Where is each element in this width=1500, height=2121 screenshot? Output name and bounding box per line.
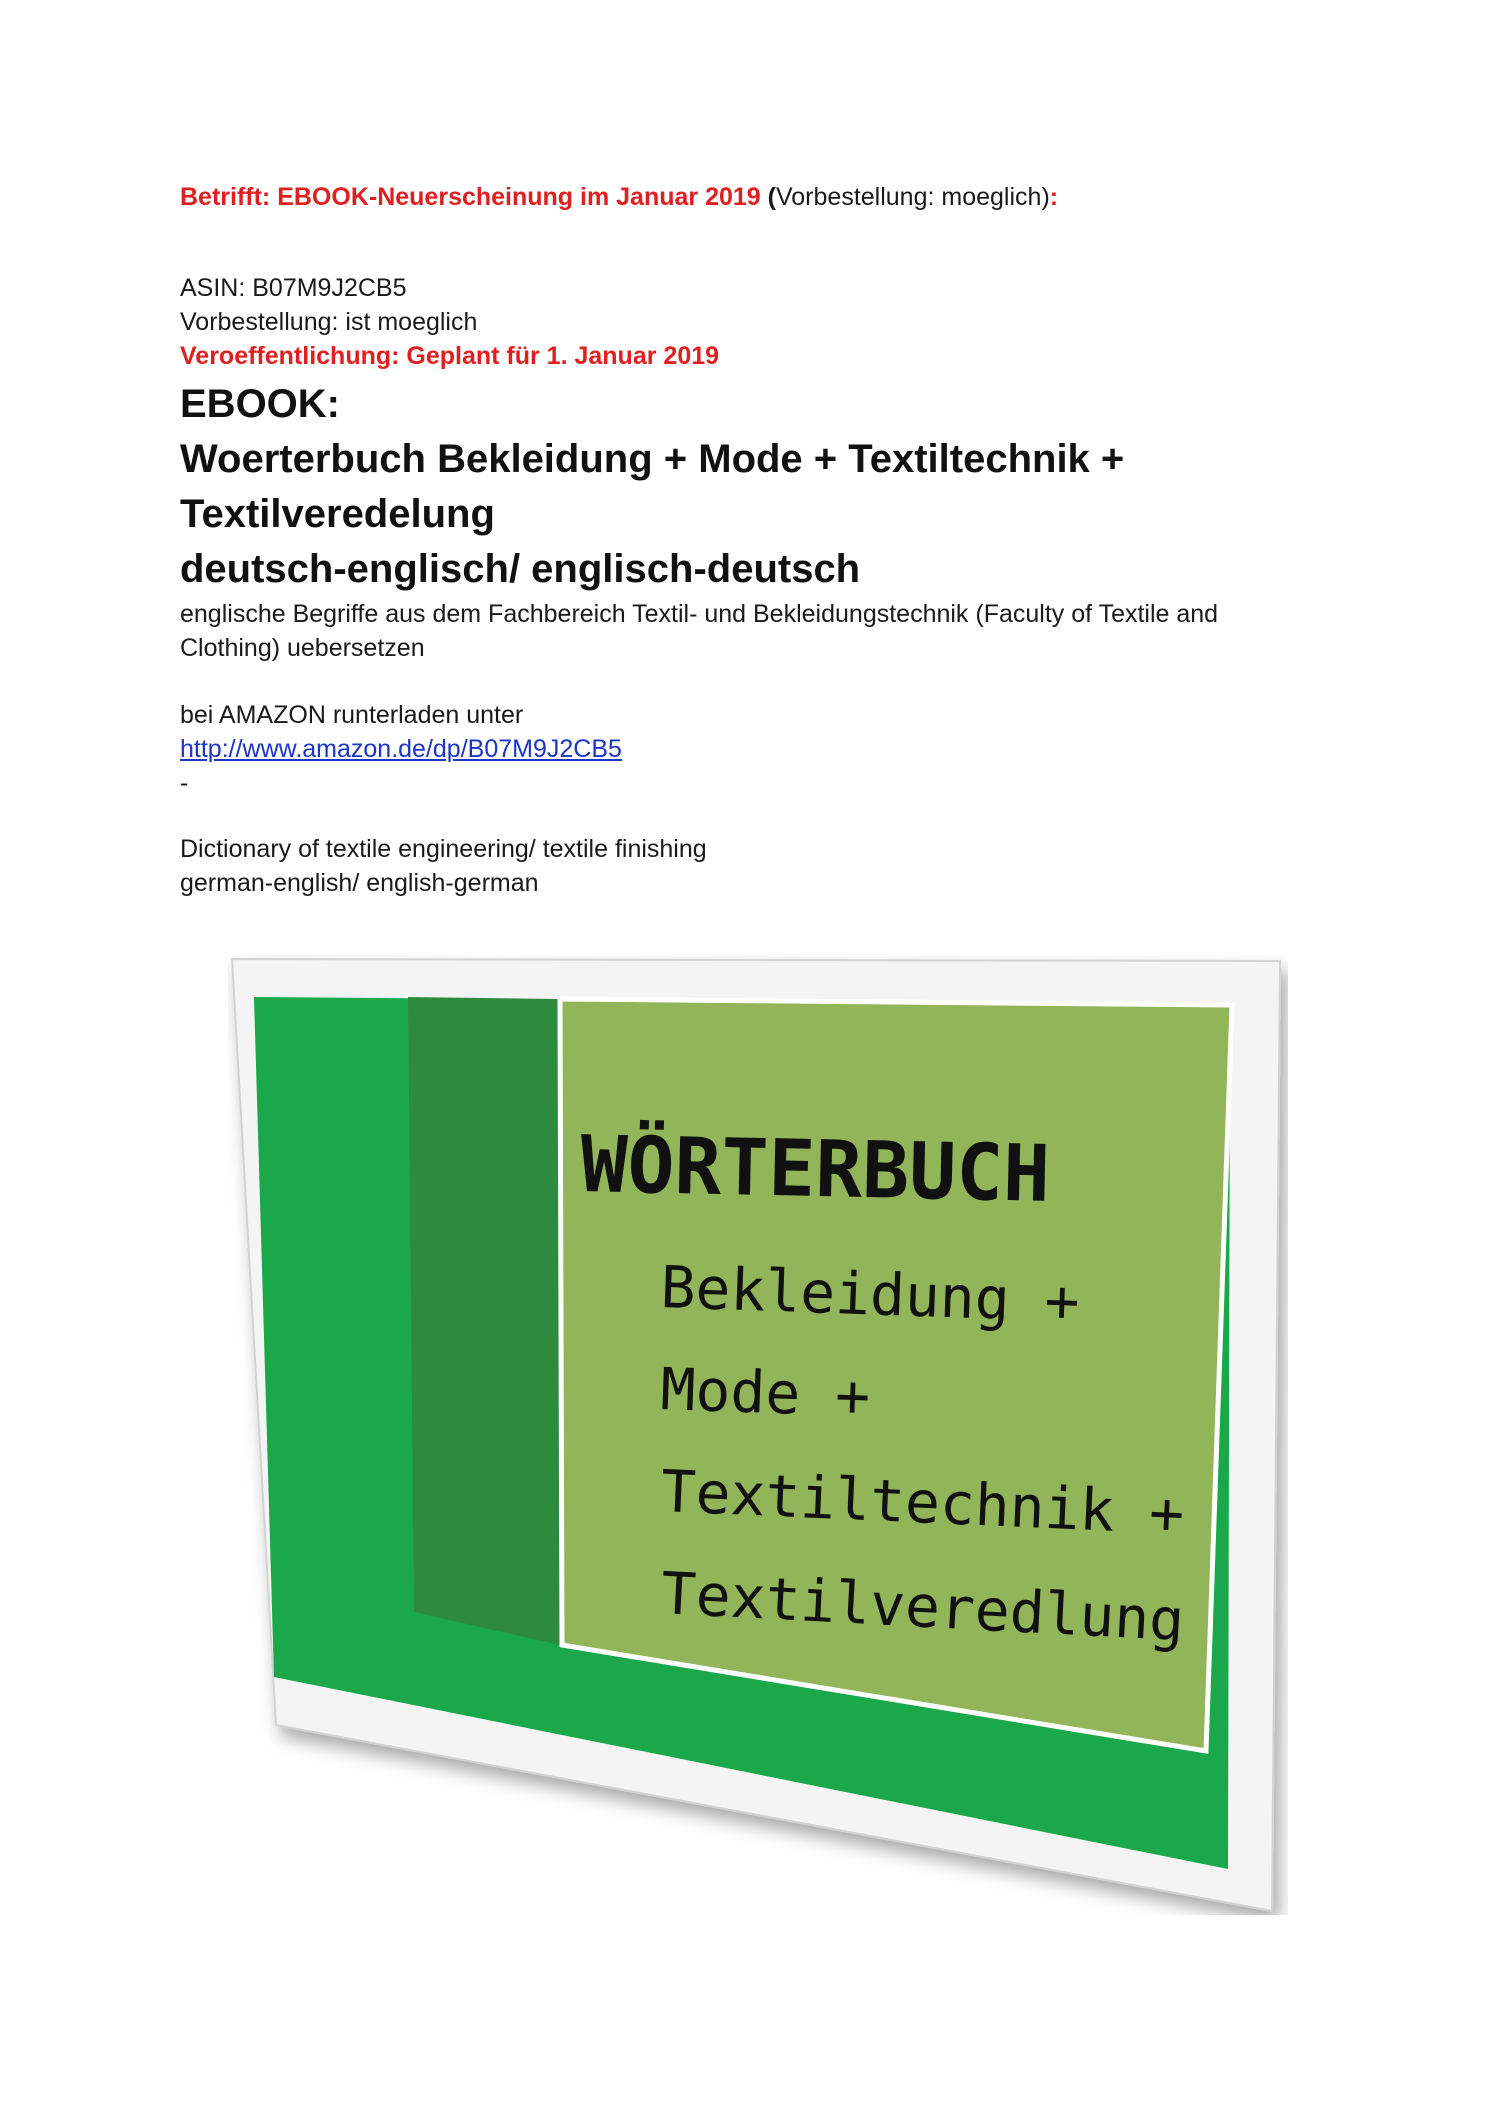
page-title-line-4: deutsch-englisch/ englisch-deutsch (180, 547, 861, 591)
subject-paren-text: Vorbestellung: moeglich (775, 183, 1042, 211)
page-title-line-3: Textilveredelung (180, 492, 495, 536)
book-cover-image (228, 955, 1288, 1915)
download-text: bei AMAZON runterladen unter (180, 701, 524, 729)
amazon-link[interactable]: http://www.amazon.de/dp/B07M9J2CB5 (180, 735, 622, 763)
english-title-line-2: german-english/ english-german (180, 869, 539, 897)
cover-title: WÖRTERBUCH (579, 1120, 1051, 1220)
release-line: Veroeffentlichung: Geplant für 1. Januar 2019 (180, 342, 720, 370)
cover-line-4: Textilveredlung (659, 1559, 1186, 1655)
dash-line: - (180, 769, 189, 797)
subject-paren-open: ( (767, 183, 776, 211)
preorder-line: Vorbestellung: ist moeglich (180, 308, 478, 336)
page-title-line-2: Woerterbuch Bekleidung + Mode + Textiltechnik + (180, 437, 1125, 481)
cover-line-2: Mode + (659, 1355, 872, 1431)
cover-line-1: Bekleidung + (659, 1253, 1081, 1336)
english-title-line-1: Dictionary of textile engineering/ textile finishing (180, 835, 707, 863)
amazon-link-line (180, 732, 622, 766)
description-text: englische Begriffe aus dem Fachbereich Textil- und Bekleidungstechnik (Faculty of Textile and Clothing) uebersetzen (180, 600, 1219, 662)
cover-line-3: Textiltechnik + (659, 1457, 1186, 1548)
subject-line (180, 180, 1058, 214)
subject-paren-close: ) (1041, 183, 1050, 211)
subject-red-text: Betrifft: EBOOK-Neuerscheinung im Januar 2019 (180, 183, 761, 211)
subject-colon: : (1049, 183, 1059, 211)
cover-dark-green-band (408, 997, 560, 1645)
page-title-line-1: EBOOK: (180, 382, 340, 426)
asin-line: ASIN: B07M9J2CB5 (180, 274, 407, 302)
